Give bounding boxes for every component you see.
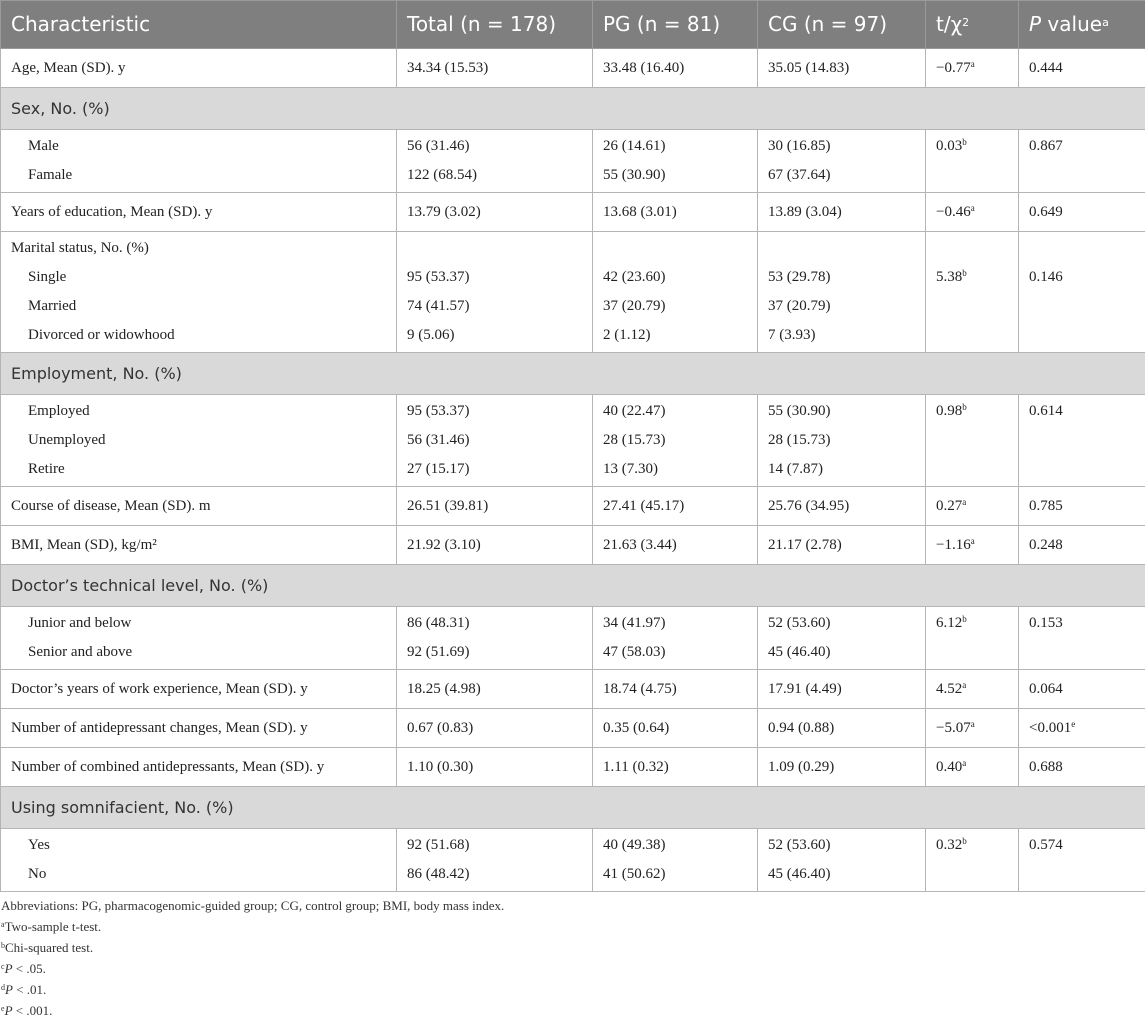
cell-value: 14 (7.87): [768, 455, 915, 484]
row-label: Male: [11, 132, 386, 161]
p-value: [1029, 609, 1135, 638]
characteristic-cell: [1, 670, 397, 709]
pg-cell: [593, 487, 758, 526]
statistic-value: [936, 609, 1008, 638]
p-value: [1029, 526, 1135, 564]
statistic-sup: a: [962, 497, 966, 507]
cell-value: 0.35 (0.64): [603, 709, 747, 747]
footnote-mark: d: [1, 983, 5, 992]
blank-line: [407, 234, 582, 263]
cell-value: 95 (53.37): [407, 397, 582, 426]
row-label: Junior and below: [11, 609, 386, 638]
statistic-number: 0.27: [936, 498, 962, 514]
cell-value: 34.34 (15.53): [407, 49, 582, 87]
statistic-value: [936, 49, 1008, 87]
row-label: Age, Mean (SD). y: [11, 49, 386, 87]
total-cell: [397, 709, 593, 748]
cell-value: 21.92 (3.10): [407, 526, 582, 564]
characteristic-cell: [1, 526, 397, 565]
pg-cell: [593, 526, 758, 565]
statistic-cell: [926, 193, 1019, 232]
section-heading: Sex, No. (%): [1, 88, 1145, 130]
table-row: [1, 130, 1145, 193]
pg-cell: [593, 395, 758, 487]
table-row: [1, 49, 1145, 88]
total-cell: [397, 232, 593, 353]
characteristic-cell: [1, 487, 397, 526]
row-label: Years of education, Mean (SD). y: [11, 193, 386, 231]
cell-value: 52 (53.60): [768, 609, 915, 638]
cell-value: 53 (29.78): [768, 263, 915, 292]
group-heading: Marital status, No. (%): [11, 234, 386, 263]
header-pg: PG (n = 81): [593, 1, 758, 49]
p-value-cell: [1019, 49, 1145, 88]
footnote-text: Two-sample t-test.: [5, 919, 102, 934]
p-value-cell: [1019, 829, 1145, 892]
cg-cell: [758, 130, 926, 193]
row-label: Employed: [11, 397, 386, 426]
table-footnotes: [0, 895, 1145, 1021]
statistic-number: −0.77: [936, 60, 971, 76]
table-body: [1, 49, 1145, 892]
footnote-text: Chi-squared test.: [5, 940, 93, 955]
p-value-cell: [1019, 526, 1145, 565]
statistic-sup: b: [962, 268, 967, 278]
p-value-cell: [1019, 709, 1145, 748]
p-value-cell: [1019, 130, 1145, 193]
p-value-cell: [1019, 607, 1145, 670]
cell-value: 27.41 (45.17): [603, 487, 747, 525]
p-value: [1029, 263, 1135, 292]
p-number: <0.001: [1029, 720, 1071, 736]
footnote-p: P: [5, 961, 13, 976]
statistic-number: −1.16: [936, 537, 971, 553]
cell-value: 56 (31.46): [407, 426, 582, 455]
footnote-b: [0, 937, 1145, 958]
p-value-cell: [1019, 670, 1145, 709]
cell-value: 17.91 (4.49): [768, 670, 915, 708]
statistic-number: −0.46: [936, 204, 971, 220]
statistic-value: [936, 193, 1008, 231]
cell-value: 42 (23.60): [603, 263, 747, 292]
statistic-number: 5.38: [936, 269, 962, 285]
statistic-cell: [926, 607, 1019, 670]
pg-cell: [593, 193, 758, 232]
p-value: [1029, 49, 1135, 87]
characteristic-cell: [1, 395, 397, 487]
cell-value: 33.48 (16.40): [603, 49, 747, 87]
blank-line: [603, 234, 747, 263]
cell-value: 122 (68.54): [407, 161, 582, 190]
statistic-number: 0.98: [936, 403, 962, 419]
characteristic-cell: [1, 232, 397, 353]
characteristic-cell: [1, 49, 397, 88]
p-value-cell: [1019, 232, 1145, 353]
section-heading: Using somnifacient, No. (%): [1, 787, 1145, 829]
cell-value: 9 (5.06): [407, 321, 582, 350]
cell-value: 34 (41.97): [603, 609, 747, 638]
p-number: 0.614: [1029, 403, 1063, 419]
header-test-statistic: [926, 1, 1019, 49]
table-row: [1, 193, 1145, 232]
footnote-e: [0, 1000, 1145, 1021]
pg-cell: [593, 607, 758, 670]
blank-line: [936, 234, 1008, 263]
table-row: [1, 395, 1145, 487]
statistic-value: [936, 670, 1008, 708]
cell-value: 26.51 (39.81): [407, 487, 582, 525]
cell-value: 45 (46.40): [768, 860, 915, 889]
blank-line: [1029, 234, 1135, 263]
header-characteristic: Characteristic: [1, 1, 397, 49]
statistic-sup: a: [971, 59, 975, 69]
statistic-cell: [926, 526, 1019, 565]
cell-value: 0.94 (0.88): [768, 709, 915, 747]
header-test-sup: 2: [962, 16, 969, 29]
header-p-letter: P: [1029, 12, 1041, 36]
total-cell: [397, 49, 593, 88]
statistic-cell: [926, 395, 1019, 487]
characteristic-cell: [1, 748, 397, 787]
table-row: [1, 748, 1145, 787]
header-test-label: t/χ: [936, 12, 962, 36]
p-number: 0.867: [1029, 138, 1063, 154]
cell-value: 13.68 (3.01): [603, 193, 747, 231]
blank-line: [768, 234, 915, 263]
pg-cell: [593, 709, 758, 748]
cg-cell: [758, 526, 926, 565]
row-label: Number of antidepressant changes, Mean (SD). y: [11, 709, 386, 747]
p-number: 0.688: [1029, 759, 1063, 775]
cg-cell: [758, 748, 926, 787]
section-row: [1, 565, 1145, 607]
statistic-value: [936, 709, 1008, 747]
pg-cell: [593, 232, 758, 353]
footnote-text: < .05.: [13, 961, 46, 976]
cell-value: 18.25 (4.98): [407, 670, 582, 708]
cell-value: 41 (50.62): [603, 860, 747, 889]
statistic-value: [936, 132, 1008, 161]
footnote-text: < .001.: [13, 1003, 53, 1018]
cell-value: 1.11 (0.32): [603, 748, 747, 786]
cell-value: 13.89 (3.04): [768, 193, 915, 231]
characteristic-cell: [1, 607, 397, 670]
statistic-sup: b: [962, 614, 967, 624]
table-row: [1, 232, 1145, 353]
total-cell: [397, 670, 593, 709]
footnote-p: P: [5, 982, 13, 997]
cell-value: 37 (20.79): [768, 292, 915, 321]
statistic-cell: [926, 130, 1019, 193]
pg-cell: [593, 748, 758, 787]
footnote-a: [0, 916, 1145, 937]
statistic-value: [936, 748, 1008, 786]
p-number: 0.444: [1029, 60, 1063, 76]
statistic-cell: [926, 670, 1019, 709]
cg-cell: [758, 829, 926, 892]
table-header: [1, 1, 1145, 49]
cell-value: 27 (15.17): [407, 455, 582, 484]
statistic-number: −5.07: [936, 720, 971, 736]
row-label: No: [11, 860, 386, 889]
p-value: [1029, 670, 1135, 708]
table-row: [1, 526, 1145, 565]
statistic-cell: [926, 487, 1019, 526]
footnote-mark: e: [1, 1004, 5, 1013]
total-cell: [397, 748, 593, 787]
statistic-sup: a: [971, 536, 975, 546]
statistic-value: [936, 831, 1008, 860]
cg-cell: [758, 607, 926, 670]
cell-value: 55 (30.90): [603, 161, 747, 190]
cell-value: 30 (16.85): [768, 132, 915, 161]
p-sup: e: [1071, 719, 1075, 729]
p-value-cell: [1019, 193, 1145, 232]
header-p-label: value: [1041, 12, 1102, 36]
pg-cell: [593, 130, 758, 193]
row-label: Course of disease, Mean (SD). m: [11, 487, 386, 525]
statistic-sup: a: [962, 680, 966, 690]
statistic-number: 0.40: [936, 759, 962, 775]
row-label: BMI, Mean (SD), kg/m²: [11, 526, 386, 564]
p-value: [1029, 132, 1135, 161]
section-row: [1, 787, 1145, 829]
statistic-sup: a: [971, 203, 975, 213]
section-heading: Employment, No. (%): [1, 353, 1145, 395]
row-label: Divorced or widowhood: [11, 321, 386, 350]
cell-value: 55 (30.90): [768, 397, 915, 426]
total-cell: [397, 526, 593, 565]
p-value: [1029, 831, 1135, 860]
table-row: [1, 487, 1145, 526]
statistic-cell: [926, 829, 1019, 892]
statistic-sup: a: [971, 719, 975, 729]
cg-cell: [758, 670, 926, 709]
cell-value: 0.67 (0.83): [407, 709, 582, 747]
statistic-sup: a: [962, 758, 966, 768]
cell-value: 28 (15.73): [768, 426, 915, 455]
p-value: [1029, 193, 1135, 231]
cell-value: 1.10 (0.30): [407, 748, 582, 786]
statistic-sup: b: [962, 402, 967, 412]
p-value: [1029, 748, 1135, 786]
cell-value: 25.76 (34.95): [768, 487, 915, 525]
cell-value: 26 (14.61): [603, 132, 747, 161]
statistic-cell: [926, 709, 1019, 748]
statistic-cell: [926, 748, 1019, 787]
total-cell: [397, 395, 593, 487]
p-number: 0.064: [1029, 681, 1063, 697]
cell-value: 95 (53.37): [407, 263, 582, 292]
pg-cell: [593, 829, 758, 892]
cell-value: 28 (15.73): [603, 426, 747, 455]
header-p-value: [1019, 1, 1145, 49]
cell-value: 86 (48.42): [407, 860, 582, 889]
cell-value: 18.74 (4.75): [603, 670, 747, 708]
cell-value: 13 (7.30): [603, 455, 747, 484]
cell-value: 1.09 (0.29): [768, 748, 915, 786]
p-number: 0.649: [1029, 204, 1063, 220]
cell-value: 67 (37.64): [768, 161, 915, 190]
cell-value: 45 (46.40): [768, 638, 915, 667]
cell-value: 92 (51.69): [407, 638, 582, 667]
total-cell: [397, 130, 593, 193]
table-row: [1, 670, 1145, 709]
table-row: [1, 607, 1145, 670]
footnote-abbreviations: Abbreviations: PG, pharmacogenomic-guided group; CG, control group; BMI, body mass index.: [0, 895, 1145, 916]
pg-cell: [593, 49, 758, 88]
row-label: Number of combined antidepressants, Mean (SD). y: [11, 748, 386, 786]
footnote-mark: b: [1, 941, 5, 950]
section-row: [1, 88, 1145, 130]
statistic-number: 6.12: [936, 615, 962, 631]
cell-value: 7 (3.93): [768, 321, 915, 350]
statistic-value: [936, 487, 1008, 525]
cell-value: 52 (53.60): [768, 831, 915, 860]
footnote-text: < .01.: [13, 982, 46, 997]
table-row: [1, 829, 1145, 892]
p-value-cell: [1019, 748, 1145, 787]
cg-cell: [758, 232, 926, 353]
p-value: [1029, 397, 1135, 426]
row-label: Yes: [11, 831, 386, 860]
row-label: Doctor’s years of work experience, Mean (SD). y: [11, 670, 386, 708]
cell-value: 40 (49.38): [603, 831, 747, 860]
cg-cell: [758, 709, 926, 748]
cell-value: 2 (1.12): [603, 321, 747, 350]
cell-value: 47 (58.03): [603, 638, 747, 667]
statistic-number: 0.03: [936, 138, 962, 154]
total-cell: [397, 607, 593, 670]
statistic-value: [936, 263, 1008, 292]
cell-value: 37 (20.79): [603, 292, 747, 321]
table-row: [1, 709, 1145, 748]
statistic-value: [936, 397, 1008, 426]
total-cell: [397, 829, 593, 892]
statistic-number: 4.52: [936, 681, 962, 697]
cell-value: 74 (41.57): [407, 292, 582, 321]
footnote-d: [0, 979, 1145, 1000]
characteristic-cell: [1, 193, 397, 232]
p-value: [1029, 487, 1135, 525]
header-cg: CG (n = 97): [758, 1, 926, 49]
row-label: Single: [11, 263, 386, 292]
row-label: Unemployed: [11, 426, 386, 455]
p-number: 0.146: [1029, 269, 1063, 285]
cell-value: 40 (22.47): [603, 397, 747, 426]
footnote-mark: c: [1, 962, 5, 971]
cell-value: 56 (31.46): [407, 132, 582, 161]
footnote-c: [0, 958, 1145, 979]
statistic-cell: [926, 49, 1019, 88]
total-cell: [397, 487, 593, 526]
total-cell: [397, 193, 593, 232]
cell-value: 92 (51.68): [407, 831, 582, 860]
footnote-mark: a: [1, 920, 5, 929]
cell-value: 13.79 (3.02): [407, 193, 582, 231]
p-value-cell: [1019, 395, 1145, 487]
p-number: 0.785: [1029, 498, 1063, 514]
p-value: [1029, 709, 1135, 747]
cell-value: 21.17 (2.78): [768, 526, 915, 564]
header-total: Total (n = 178): [397, 1, 593, 49]
row-label: Famale: [11, 161, 386, 190]
characteristic-cell: [1, 709, 397, 748]
statistic-sup: b: [962, 836, 967, 846]
statistic-cell: [926, 232, 1019, 353]
row-label: Married: [11, 292, 386, 321]
section-heading: Doctor’s technical level, No. (%): [1, 565, 1145, 607]
cg-cell: [758, 49, 926, 88]
p-number: 0.248: [1029, 537, 1063, 553]
row-label: Senior and above: [11, 638, 386, 667]
cell-value: 21.63 (3.44): [603, 526, 747, 564]
cg-cell: [758, 487, 926, 526]
section-row: [1, 353, 1145, 395]
statistic-number: 0.32: [936, 837, 962, 853]
cg-cell: [758, 395, 926, 487]
row-label: Retire: [11, 455, 386, 484]
p-number: 0.153: [1029, 615, 1063, 631]
statistic-sup: b: [962, 137, 967, 147]
characteristic-cell: [1, 829, 397, 892]
characteristic-cell: [1, 130, 397, 193]
cg-cell: [758, 193, 926, 232]
cell-value: 86 (48.31): [407, 609, 582, 638]
p-value-cell: [1019, 487, 1145, 526]
cell-value: 35.05 (14.83): [768, 49, 915, 87]
pg-cell: [593, 670, 758, 709]
p-number: 0.574: [1029, 837, 1063, 853]
statistic-value: [936, 526, 1008, 564]
header-p-sup: a: [1102, 16, 1109, 29]
footnote-p: P: [5, 1003, 13, 1018]
